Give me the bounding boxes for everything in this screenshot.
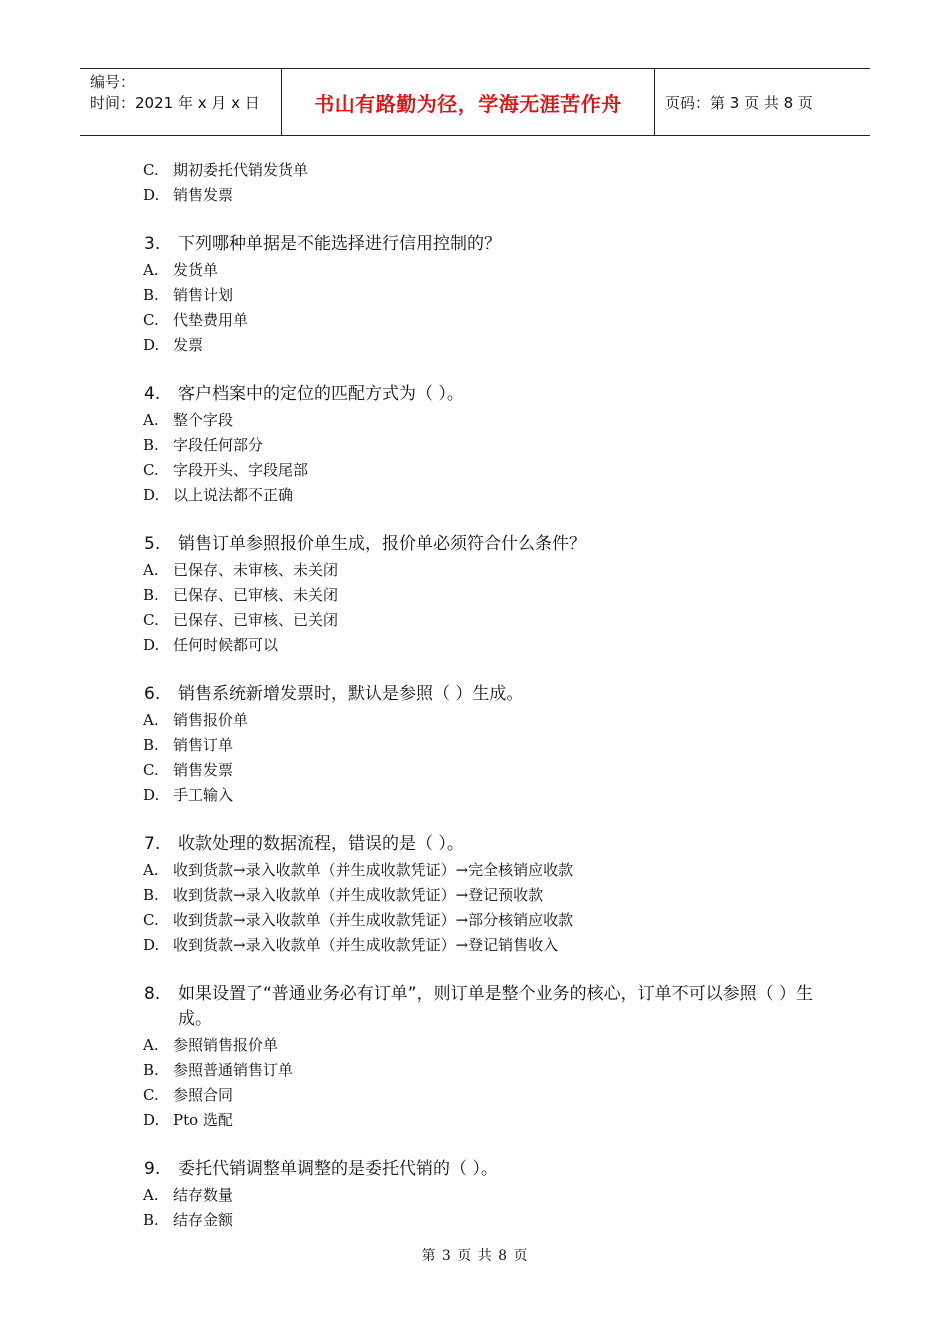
option-label: B. <box>143 286 159 304</box>
option-row <box>0 858 950 883</box>
option-label: C. <box>143 761 159 779</box>
question-number: 9. <box>144 1159 161 1179</box>
option-row <box>0 483 950 508</box>
option-label: A. <box>143 1186 159 1204</box>
option-label: D. <box>143 336 160 354</box>
option-label: D. <box>143 186 160 204</box>
question-text: 客户档案中的定位的匹配方式为（ ）。 <box>178 384 464 404</box>
option-text: 参照销售报价单 <box>173 1036 279 1054</box>
question-4 <box>0 382 950 508</box>
header-page-cell <box>655 69 870 135</box>
question-2-tail <box>0 158 950 208</box>
option-text: 发货单 <box>173 261 219 279</box>
question-number: 5. <box>144 534 161 554</box>
option-text: 结存数量 <box>173 1186 234 1204</box>
page-header <box>80 68 870 136</box>
option-label: A. <box>143 711 159 729</box>
option-text: 销售计划 <box>173 286 234 304</box>
option-text: 收到货款→录入收款单（并生成收款凭证）→登记销售收入 <box>173 936 559 954</box>
option-text: 已保存、已审核、已关闭 <box>173 611 339 629</box>
option-text: 任何时候都可以 <box>173 636 279 654</box>
option-text: 销售发票 <box>173 761 234 779</box>
option-row <box>0 433 950 458</box>
option-row <box>0 308 950 333</box>
question-list <box>0 158 950 1257</box>
option-label: C. <box>143 911 159 929</box>
question-title <box>0 832 818 857</box>
option-row <box>0 783 950 808</box>
option-label: D. <box>143 636 160 654</box>
option-row <box>0 258 950 283</box>
option-text: 以上说法都不正确 <box>173 486 294 504</box>
question-title <box>0 682 818 707</box>
option-text: 已保存、已审核、未关闭 <box>173 586 339 604</box>
option-label: B. <box>143 586 159 604</box>
option-row <box>0 758 950 783</box>
option-row <box>0 1108 950 1133</box>
option-text: 期初委托代销发货单 <box>173 161 309 179</box>
option-label: A. <box>143 1036 159 1054</box>
option-row <box>0 633 950 658</box>
question-number: 7. <box>144 834 161 854</box>
question-6 <box>0 682 950 808</box>
question-text: 收款处理的数据流程，错误的是（ ）。 <box>178 834 464 854</box>
option-text: 收到货款→录入收款单（并生成收款凭证）→部分核销应收款 <box>173 911 574 929</box>
option-label: A. <box>143 411 159 429</box>
option-row <box>0 933 950 958</box>
option-label: D. <box>143 1111 160 1129</box>
question-title <box>0 532 818 557</box>
option-label: D. <box>143 936 160 954</box>
motto: 书山有路勤为径，学海无涯苦作舟 <box>314 91 622 116</box>
option-label: C. <box>143 311 159 329</box>
question-text: 销售订单参照报价单生成，报价单必须符合什么条件？ <box>178 534 586 554</box>
page-footer: 第 3 页 共 8 页 <box>421 1248 529 1264</box>
question-number: 4. <box>144 384 161 404</box>
question-5 <box>0 532 950 658</box>
question-number: 6. <box>144 684 161 704</box>
question-number: 8. <box>144 984 161 1004</box>
option-row <box>0 183 950 208</box>
option-label: A. <box>143 261 159 279</box>
page-info: 页码：第 3 页 共 8 页 <box>665 93 813 112</box>
option-label: B. <box>143 1061 159 1079</box>
time-label: 时间：2021 年 x 月 x 日 <box>90 94 260 112</box>
option-row <box>0 1208 950 1233</box>
option-text: 参照合同 <box>173 1086 234 1104</box>
question-title <box>0 382 818 407</box>
question-number: 3. <box>144 234 161 254</box>
question-text: 下列哪种单据是不能选择进行信用控制的？ <box>178 234 501 254</box>
question-title <box>0 1157 818 1182</box>
option-row <box>0 458 950 483</box>
option-row <box>0 558 950 583</box>
option-label: A. <box>143 561 159 579</box>
option-row <box>0 1183 950 1208</box>
option-text: 手工输入 <box>173 786 234 804</box>
question-3 <box>0 232 950 358</box>
question-title <box>0 982 818 1032</box>
option-text: 销售订单 <box>173 736 234 754</box>
option-row <box>0 733 950 758</box>
option-row <box>0 608 950 633</box>
option-text: 代垫费用单 <box>173 311 249 329</box>
option-text: 收到货款→录入收款单（并生成收款凭证）→登记预收款 <box>173 886 544 904</box>
option-row <box>0 1058 950 1083</box>
option-row <box>0 283 950 308</box>
option-text: 销售发票 <box>173 186 234 204</box>
option-label: C. <box>143 161 159 179</box>
option-label: C. <box>143 1086 159 1104</box>
option-row <box>0 408 950 433</box>
question-9 <box>0 1157 950 1233</box>
option-text: 结存金额 <box>173 1211 234 1229</box>
option-label: D. <box>143 486 160 504</box>
option-text: 参照普通销售订单 <box>173 1061 294 1079</box>
option-row <box>0 333 950 358</box>
question-text: 销售系统新增发票时，默认是参照（ ）生成。 <box>178 684 524 704</box>
option-row <box>0 708 950 733</box>
option-text: 字段任何部分 <box>173 436 264 454</box>
option-label: D. <box>143 786 160 804</box>
question-text: 委托代销调整单调整的是委托代销的（ ）。 <box>178 1159 498 1179</box>
option-row <box>0 1033 950 1058</box>
question-text: 如果设置了“普通业务必有订单”，则订单是整个业务的核心，订单不可以参照（ ）生成。 <box>178 984 814 1029</box>
option-row <box>0 883 950 908</box>
header-motto-cell <box>282 69 655 135</box>
option-row <box>0 158 950 183</box>
option-row <box>0 583 950 608</box>
option-row <box>0 908 950 933</box>
option-row <box>0 1083 950 1108</box>
option-label: B. <box>143 736 159 754</box>
option-label: C. <box>143 611 159 629</box>
option-label: B. <box>143 1211 159 1229</box>
option-label: B. <box>143 436 159 454</box>
option-label: B. <box>143 886 159 904</box>
question-title <box>0 232 818 257</box>
option-text: 销售报价单 <box>173 711 249 729</box>
number-label: 编号： <box>90 73 136 91</box>
option-text: Pto 选配 <box>173 1111 233 1129</box>
option-text: 收到货款→录入收款单（并生成收款凭证）→完全核销应收款 <box>173 861 574 879</box>
option-text: 字段开头、字段尾部 <box>173 461 309 479</box>
header-meta <box>80 69 282 135</box>
question-7 <box>0 832 950 958</box>
option-label: A. <box>143 861 159 879</box>
question-8 <box>0 982 950 1133</box>
option-text: 整个字段 <box>173 411 234 429</box>
option-text: 发票 <box>173 336 204 354</box>
option-label: C. <box>143 461 159 479</box>
option-text: 已保存、未审核、未关闭 <box>173 561 339 579</box>
